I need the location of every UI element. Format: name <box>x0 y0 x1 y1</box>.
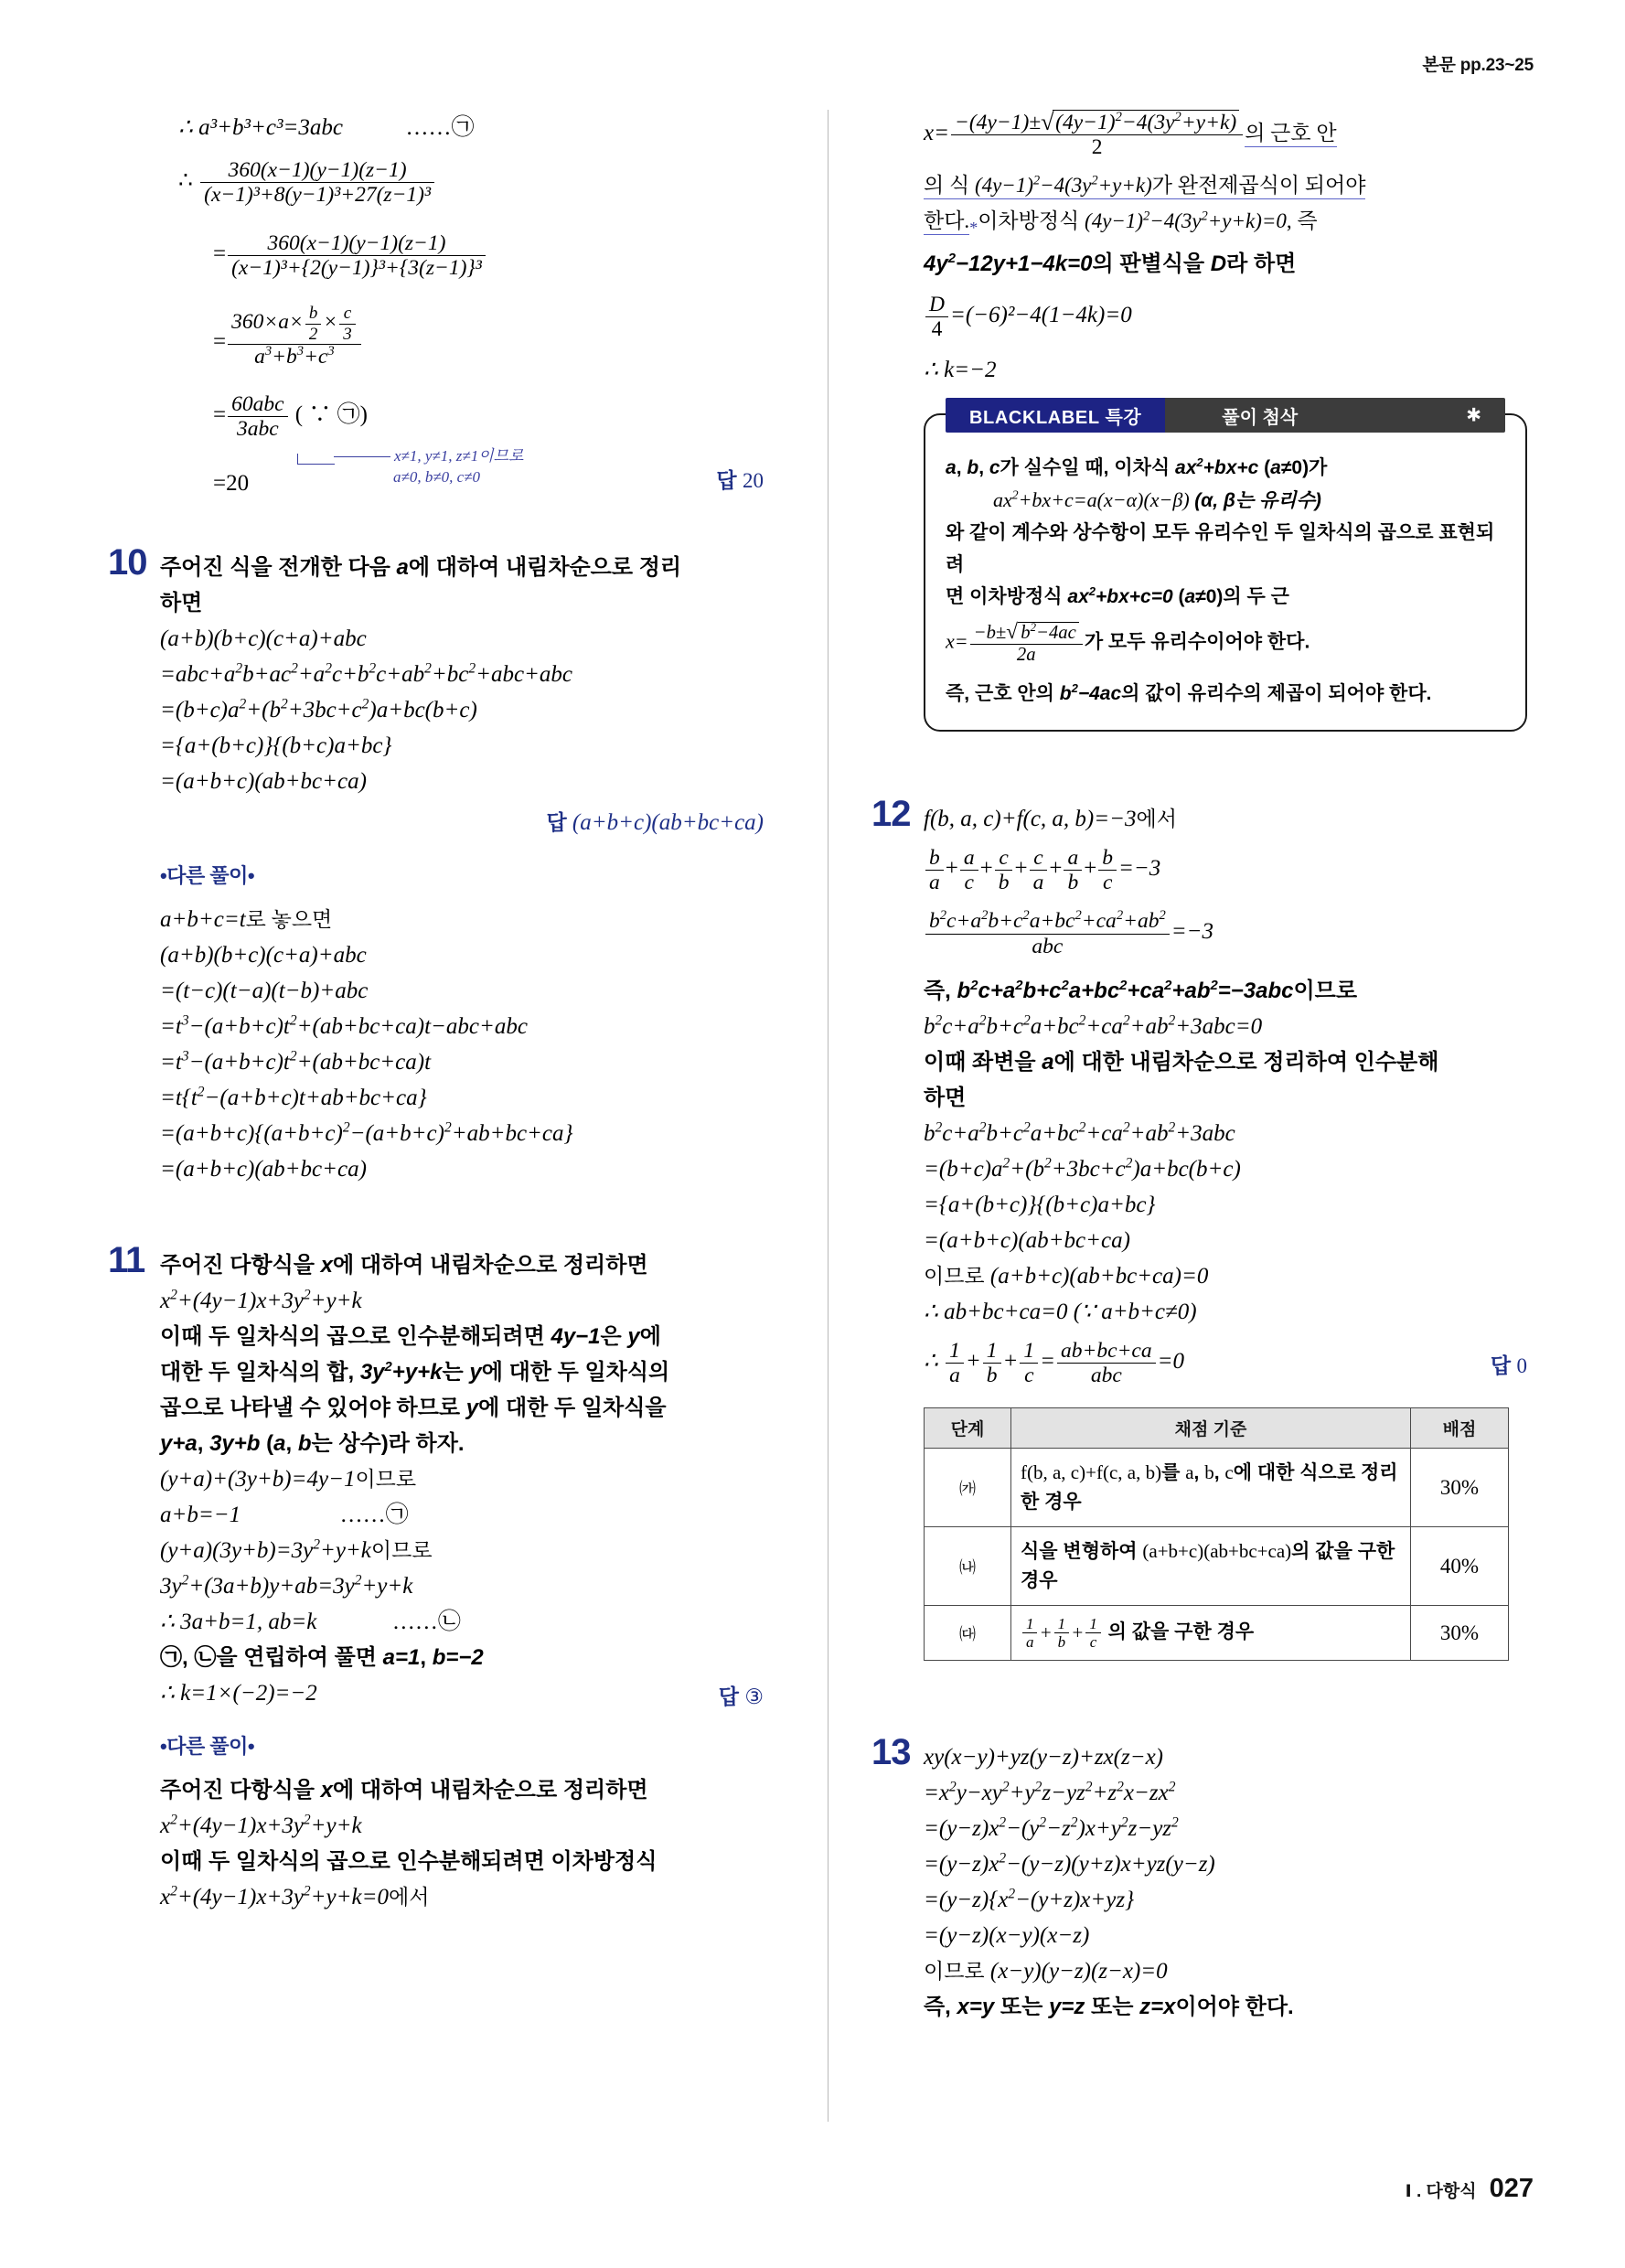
p13-step-1: $=x^2y-xy^2+y^2z-yz^2+z^2x-zx^2$ <box>924 1780 1176 1806</box>
p13-step-3: $=(y-z)x^2-(y-z)(y+z)x+yz(y-z)$ <box>924 1851 1215 1878</box>
p10-step-0: (a+b)(b+c)(c+a)+abc <box>160 626 367 651</box>
p11c-tail-1: 의 근호 안 <box>1245 122 1336 147</box>
p12-line-8: 이므로 (a+b+c)(ab+bc+ca)=0 <box>924 1263 1209 1289</box>
p11-alt-0: 주어진 다항식을 x에 대하여 내림차순으로 정리하면 <box>160 1777 648 1803</box>
p10-alt-heading: •다른 풀이• <box>160 863 255 887</box>
page-footer <box>1406 2174 1534 2204</box>
p11-alt-3: $x^2+(4y-1)x+3y^2+y+k=0$에서 <box>160 1883 430 1910</box>
problem-11 <box>108 1239 764 1915</box>
column-divider <box>828 110 829 2122</box>
p12-frac-num: $b^2c+a^2b+c^2a+bc^2+ca^2+ab^2$ <box>929 908 1166 934</box>
p9-frac-3: = 360×a× $\frac{b}{2}$ × $\frac{c}{3}$ $a^3+b^3+c^3$ <box>160 304 764 369</box>
p10-alt-6: $=(a+b+c)\{(a+b+c)^2-(a+b+c)^2+ab+bc+ca\}$ <box>160 1119 573 1146</box>
p11-answer: 답 ③ <box>718 1684 764 1708</box>
bl-line-3: 와 같이 계수와 상수항이 모두 유리수인 두 일차식의 곱으로 표현되려 <box>946 522 1495 576</box>
p12-line-2: $\frac{b}{a}$ + $\frac{a}{c}$ + $\frac{c}{b}$ + $\frac{c}{a}$ + $\frac{a}{b}$ + $\frac{b}{c}$ =−3 <box>924 846 1527 895</box>
problem-12 <box>871 793 1527 1662</box>
row-step: ㈎ <box>925 1449 1011 1527</box>
p11c-frac-num: −(4y−1)± √ $(4y-1)^2-4(3y^2+y+k)$ <box>951 110 1243 134</box>
p11-line-3: 대한 두 일차식의 합, $3y^2+y+k$는 y에 대한 두 일차식의 <box>160 1359 670 1385</box>
table-row <box>925 1606 1509 1661</box>
blacklabel-special-box <box>924 405 1527 731</box>
p12-line-6: 이때 좌변을 a에 대한 내림차순으로 정리하여 인수분해 <box>924 1049 1439 1075</box>
p12-step-2: ={a+(b+c)}{(b+c)a+bc} <box>924 1192 1156 1217</box>
th-points: 배점 <box>1411 1408 1509 1449</box>
blacklabel-bar <box>946 398 1505 433</box>
problem-10-number: 10 <box>108 541 147 583</box>
p9-frac1-den: (x−1)³+8(y−1)³+27(z−1)³ <box>200 182 434 207</box>
p10-alt-2: =(t−c)(t−a)(t−b)+abc <box>160 978 369 1003</box>
p9-note-bracket <box>297 451 335 467</box>
grading-criteria-table <box>924 1407 1509 1661</box>
p11-eq-2: ∴ 3a+b=1, ab=k ……㉡ <box>160 1609 461 1634</box>
table-row <box>925 1527 1509 1606</box>
blacklabel-body <box>946 452 1505 709</box>
p10-step-2: $=(b+c)a^2+(b^2+3bc+c^2)a+bc(b+c)$ <box>160 696 477 722</box>
p13-line-after-1: 이므로 (x−y)(y−z)(z−x)=0 <box>924 1959 1168 1984</box>
bl-line-1: a, b, c가 실수일 때, 이차식 $ax^2+bx+c$ (a≠0)가 <box>946 455 1328 479</box>
p11c-line-4: $4y^2-12y+1-4k=0$의 판별식을 D라 하면 <box>924 251 1297 276</box>
p11-line-1: $x^2+(4y-1)x+3y^2+y+k$ <box>160 1287 362 1313</box>
p12-line-7: 하면 <box>924 1085 967 1110</box>
p13-step-5: =(y−z)(x−y)(x−z) <box>924 1923 1090 1949</box>
p9-result: =20 <box>213 470 250 496</box>
p12-line-1: f(b, a, c)+f(c, a, b)=−3에서 <box>924 806 1177 831</box>
row-criteria: f(b, a, c)+f(c, a, b)를 a, b, c에 대한 식으로 정리한 경우 <box>1011 1449 1411 1527</box>
p12-step-1: $=(b+c)a^2+(b^2+3bc+c^2)a+bc(b+c)$ <box>924 1155 1241 1182</box>
footnote-star-icon: * <box>969 218 978 237</box>
p11-final: ∴ k=1×(−2)=−2 답 ③ <box>160 1675 764 1711</box>
p13-step-4: $=(y-z)\{x^2-(y+z)x+yz\}$ <box>924 1887 1135 1913</box>
p10-intro-2: 하면 <box>160 590 203 615</box>
p11c-line-3: 한다$._*$이차방정식 $(4y-1)^2-4(3y^2+y+k)=0$, 즉 <box>924 208 1318 237</box>
row-points: 30% <box>1411 1449 1509 1527</box>
table-header-row <box>925 1408 1509 1449</box>
p11c-disc-den: 4 <box>925 316 948 341</box>
p9-frac-1: ∴ $\frac{360(x-1)(y-1)(z-1)}{\text{(x−1)³+8(y−1)³+27(z−1)³}}$ <box>160 158 764 208</box>
blacklabel-brand: BLACKLABEL 특강 <box>946 398 1165 433</box>
left-column <box>108 110 764 1915</box>
p12-line-5: $b^2c+a^2b+c^2a+bc^2+ca^2+ab^2+3abc=0$ <box>924 1012 1263 1039</box>
p12-frac-den: abc <box>925 934 1170 958</box>
p12-line-3: $\frac{b^2c+a^2b+c^2a+bc^2+ca^2+ab^2}{\text{abc}}$ =−3 <box>924 909 1527 958</box>
p12-line-10: ∴ $\frac{1}{a}$ + $\frac{1}{b}$ + $\frac{1}{c}$ = $\frac{ab+bc+ca}{\text{abc}}$ =0 답 0 <box>924 1338 1527 1388</box>
row-step: ㈏ <box>925 1527 1011 1606</box>
p10-step-3: ={a+(b+c)}{(b+c)a+bc} <box>160 733 392 758</box>
th-criteria: 채점 기준 <box>1011 1408 1411 1449</box>
p9-frac4-den: 3abc <box>228 416 287 441</box>
p9-frac4-reason: ( ∵ ㉠) <box>294 401 368 427</box>
bl-line-6: 즉, 근호 안의 $b^2-4ac$의 값이 유리수의 제곱이 되어야 한다. <box>946 680 1432 704</box>
p9-frac1-num: 360(x−1)(y−1)(z−1) <box>228 158 407 182</box>
p10-alt-3: $=t^3-(a+b+c)t^2+(ab+bc+ca)t-abc+abc$ <box>160 1012 528 1039</box>
footer-page-number: 027 <box>1489 2174 1534 2203</box>
p11-eq2-ref: ……㉡ <box>391 1609 461 1634</box>
row-criteria: 식을 변형하여 (a+b+c)(ab+bc+ca)의 값을 구한 경우 <box>1011 1527 1411 1606</box>
problem-13 <box>871 1732 1527 2025</box>
p11-eq-1: a+b=−1 ……㉠ <box>160 1502 409 1527</box>
p11-line-5: y+a, 3y+b (a, b는 상수)라 하자. <box>160 1430 465 1456</box>
p9-frac3-den: $a^3+b^3+c^3$ <box>228 344 361 369</box>
problem-11-number: 11 <box>108 1239 145 1280</box>
th-step: 단계 <box>925 1408 1011 1449</box>
page-header-reference: 본문 pp.23~25 <box>1422 56 1534 75</box>
row-points: 40% <box>1411 1527 1509 1606</box>
p11-line-6: (y+a)+(3y+b)=4y−1이므로 <box>160 1466 417 1492</box>
p9-note-line-2: a≠0, b≠0, c≠0 <box>393 467 481 486</box>
bl-line-5: x= $\frac{-b\pm √ b^2-4ac}{2a}$ 가 모두 유리수이어야 한다. <box>946 622 1505 666</box>
p10-alt-0: a+b+c=t로 놓으면 <box>160 906 333 932</box>
p11-line-8: $3y^2+(3a+b)y+ab=3y^2+y+k$ <box>160 1572 413 1599</box>
p12-l10-den: abc <box>1057 1363 1156 1387</box>
bl-frac-den: 2a <box>970 644 1083 666</box>
p11-alt-heading: •다른 풀이• <box>160 1734 255 1758</box>
p9-frac-2: = $\frac{360(x-1)(y-1)(z-1)}{\text{(x−1)³+\{2(y−1)\}³+\{3(z−1)\}³}}$ <box>160 231 764 281</box>
p11c-final: ∴ k=−2 <box>924 358 997 383</box>
right-column <box>871 110 1527 2025</box>
p10-step-1: $=abc+a^2b+ac^2+a^2c+b^2c+ab^2+bc^2+abc+abc$ <box>160 660 573 687</box>
p13-line-after-2: 즉, x=y 또는 y=z 또는 z=x이어야 한다. <box>924 1995 1294 2020</box>
p12-line-9: ∴ ab+bc+ca=0 (∵ a+b+c≠0) <box>924 1299 1197 1324</box>
bl-frac-num: −b± √ $b^2-4ac$ <box>970 622 1083 644</box>
p13-step-0: xy(x−y)+yz(y−z)+zx(z−x) <box>924 1745 1163 1771</box>
p12-answer: 답 0 <box>1490 1353 1527 1377</box>
p11c-line-2: 의 식 $(4y-1)^2-4(3y^2+y+k)$가 완전제곱식이 되어야 <box>924 167 1527 203</box>
p11-line-2: 이때 두 일차식의 곱으로 인수분해되려면 4y−1은 y에 <box>160 1323 661 1349</box>
p9-answer: 답 20 <box>716 467 764 492</box>
p12-step-3: =(a+b+c)(ab+bc+ca) <box>924 1227 1130 1253</box>
p11c-quadratic-formula: x= $\frac{-(4y-1)\pm √ (4y-1)^2-4(3y^2+y+k)}{2}$ 의 근호 안 <box>924 110 1527 160</box>
problem-11-continued <box>924 110 1527 388</box>
problem-12-number: 12 <box>871 793 911 834</box>
blacklabel-star-icon: ✱ <box>1466 405 1481 426</box>
p9-line-1: ∴ a³+b³+c³=3abc ……㉠ <box>178 115 475 140</box>
p10-alt-7: =(a+b+c)(ab+bc+ca) <box>160 1156 367 1182</box>
problem-10 <box>108 541 764 1187</box>
p11c-disc-num: D <box>929 292 945 316</box>
p11-line-7: $(y+a)(3y+b)=3y^2+y+k$이므로 <box>160 1536 433 1563</box>
p10-alt-1: (a+b)(b+c)(c+a)+abc <box>160 942 367 968</box>
p12-line-4: 즉, $b^2c+a^2b+c^2a+bc^2+ca^2+ab^2=-3abc$이므로 <box>924 978 1358 1003</box>
bl-line-2: $ax^2+bx+c=a(x-\alpha)(x-\beta)$ (α, β는 유리수) <box>993 487 1321 512</box>
p10-intro-1: 주어진 식을 전개한 다음 a에 대하여 내림차순으로 정리 <box>160 554 682 580</box>
p12-l10-num: ab+bc+ca <box>1061 1338 1152 1363</box>
p11-line-9: ㉠, ㉡을 연립하여 풀면 a=1, b=−2 <box>160 1644 484 1670</box>
p9-frac2-den: (x−1)³+{2(y−1)}³+{3(z−1)}³ <box>228 255 486 280</box>
p11-alt-2: 이때 두 일차식의 곱으로 인수분해되려면 이차방정식 <box>160 1848 657 1874</box>
bl-line-5-tail: 가 모두 유리수이어야 한다. <box>1084 631 1310 653</box>
blacklabel-subtitle-wrap <box>1165 398 1505 433</box>
p10-alt-4: $=t^3-(a+b+c)t^2+(ab+bc+ca)t$ <box>160 1048 432 1075</box>
p9-ref-1: ……㉠ <box>405 115 475 140</box>
p12-step-0: $b^2c+a^2b+c^2a+bc^2+ca^2+ab^2+3abc$ <box>924 1119 1235 1146</box>
row-criteria: $\frac{1}{a}$ + $\frac{1}{b}$ + $\frac{1}{c}$ 의 값을 구한 경우 <box>1011 1606 1411 1661</box>
bl-line-4: 면 이차방정식 $ax^2+bx+c=0$ (a≠0)의 두 근 <box>946 584 1289 608</box>
p10-step-4: =(a+b+c)(ab+bc+ca) <box>160 768 367 794</box>
footer-chapter: Ⅰ . 다항식 <box>1405 2182 1477 2201</box>
p9-frac-4: = $\frac{\text{60abc}}{\text{3abc}}$ ( ∵ ㉠) <box>213 392 368 442</box>
p11-line-0: 주어진 다항식을 x에 대하여 내림차순으로 정리하면 <box>160 1252 648 1278</box>
blacklabel-subtitle: 풀이 첨삭 <box>1222 407 1299 428</box>
p9-note-line-1: x≠1, y≠1, z≠1이므로 <box>334 445 523 466</box>
p10-answer: 답 (a+b+c)(ab+bc+ca) <box>546 809 764 835</box>
p11-eq1-ref: ……㉠ <box>339 1502 409 1527</box>
problem-13-number: 13 <box>871 1732 911 1773</box>
row-points: 30% <box>1411 1606 1509 1661</box>
table-row <box>925 1449 1509 1527</box>
p11-alt-1: $x^2+(4y-1)x+3y^2+y+k$ <box>160 1812 362 1838</box>
problem-09-tail <box>160 110 764 495</box>
p9-frac2-num: 360(x−1)(y−1)(z−1) <box>267 230 446 255</box>
row-step: ㈐ <box>925 1606 1011 1661</box>
p9-frac3-num: 360×a× $\frac{b}{2}$ × $\frac{c}{3}$ <box>228 304 361 344</box>
p13-step-2: $=(y-z)x^2-(y^2-z^2)x+y^2z-yz^2$ <box>924 1815 1179 1842</box>
p11c-discriminant: $\frac{D}{4}$ =(−6)²−4(1−4k)=0 <box>924 293 1527 342</box>
p10-alt-5: $=t\{t^2-(a+b+c)t+ab+bc+ca\}$ <box>160 1084 427 1110</box>
p11-line-4: 곱으로 나타낼 수 있어야 하므로 y에 대한 두 일차식을 <box>160 1395 667 1420</box>
p9-frac4-num: 60abc <box>231 392 284 417</box>
p11c-frac-den: 2 <box>951 134 1243 159</box>
